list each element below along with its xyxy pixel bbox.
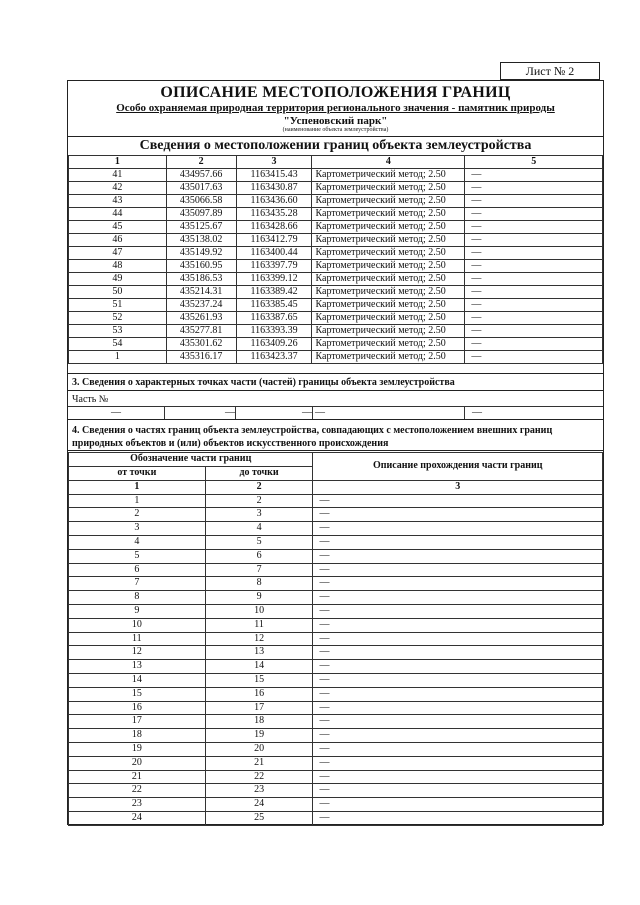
point-number: 48 (69, 260, 167, 273)
col-number: 1 (69, 480, 206, 494)
table-row (69, 604, 603, 618)
table-row (69, 286, 603, 299)
y-coordinate: 1163430.87 (236, 182, 312, 195)
table-row (69, 632, 603, 646)
segment-description: — (313, 591, 603, 605)
section-3-title: 3. Сведения о характерных точках части (частей) границы объекта землеустройства (68, 373, 603, 391)
point-number: 45 (69, 221, 167, 234)
segment-description: — (313, 673, 603, 687)
table-row (69, 234, 603, 247)
table-row (69, 784, 603, 798)
x-coordinate: 434957.66 (166, 169, 236, 182)
from-point: 13 (69, 660, 206, 674)
to-point: 6 (205, 549, 313, 563)
description-cell: — (465, 351, 603, 364)
table-row (69, 522, 603, 536)
description-cell: — (465, 195, 603, 208)
method-accuracy: Картометрический метод; 2.50 (312, 221, 465, 234)
point-number: 43 (69, 195, 167, 208)
x-coordinate: 435277.81 (166, 325, 236, 338)
from-point: 20 (69, 756, 206, 770)
description-cell: — (465, 338, 603, 351)
segment-description: — (313, 701, 603, 715)
col-header: 3 (236, 156, 312, 169)
from-point: 9 (69, 604, 206, 618)
point-number: 54 (69, 338, 167, 351)
method-accuracy: Картометрический метод; 2.50 (312, 338, 465, 351)
to-point: 23 (205, 784, 313, 798)
method-accuracy: Картометрический метод; 2.50 (312, 234, 465, 247)
segment-description: — (313, 729, 603, 743)
empty-dash: — (236, 407, 313, 419)
segment-description: — (313, 535, 603, 549)
section-3-empty-row (68, 407, 603, 420)
to-point: 7 (205, 563, 313, 577)
y-coordinate: 1163423.37 (236, 351, 312, 364)
segment-description: — (313, 549, 603, 563)
description-cell: — (465, 273, 603, 286)
y-coordinate: 1163435.28 (236, 208, 312, 221)
to-point: 24 (205, 798, 313, 812)
x-coordinate: 435125.67 (166, 221, 236, 234)
point-number: 47 (69, 247, 167, 260)
point-number: 44 (69, 208, 167, 221)
boundary-group-header: Обозначение части границ (69, 453, 313, 467)
y-coordinate: 1163400.44 (236, 247, 312, 260)
to-point: 16 (205, 687, 313, 701)
segment-description: — (313, 563, 603, 577)
x-coordinate: 435066.58 (166, 195, 236, 208)
from-point: 19 (69, 742, 206, 756)
from-point: 8 (69, 591, 206, 605)
table-row (69, 494, 603, 508)
table-row (69, 260, 603, 273)
empty-dash: — (313, 407, 465, 419)
segment-description: — (313, 770, 603, 784)
method-accuracy: Картометрический метод; 2.50 (312, 169, 465, 182)
table-row (69, 742, 603, 756)
table-row (69, 247, 603, 260)
segment-description: — (313, 715, 603, 729)
method-accuracy: Картометрический метод; 2.50 (312, 195, 465, 208)
section-2-title: Сведения о местоположении границ объекта землеустройства (68, 136, 603, 156)
to-point: 15 (205, 673, 313, 687)
col-header: 1 (69, 156, 167, 169)
x-coordinate: 435301.62 (166, 338, 236, 351)
table-row (69, 508, 603, 522)
col-header: 2 (166, 156, 236, 169)
to-point: 21 (205, 756, 313, 770)
section-4-title: 4. Сведения о частях границ объекта землеустройства, совпадающих с местоположением внешних границ природных объектов и (или) объектов искусственного происхождения (68, 421, 603, 451)
to-point: 25 (205, 811, 313, 825)
method-accuracy: Картометрический метод; 2.50 (312, 273, 465, 286)
from-point: 3 (69, 522, 206, 536)
from-point: 4 (69, 535, 206, 549)
description-header: Описание прохождения части границ (313, 453, 603, 481)
from-point: 15 (69, 687, 206, 701)
empty-dash: — (165, 407, 236, 419)
boundary-points-table (68, 155, 603, 364)
empty-dash: — (472, 407, 482, 418)
segment-description: — (313, 604, 603, 618)
to-point: 22 (205, 770, 313, 784)
to-point: 4 (205, 522, 313, 536)
from-point: 7 (69, 577, 206, 591)
segment-description: — (313, 494, 603, 508)
from-point: 16 (69, 701, 206, 715)
y-coordinate: 1163436.60 (236, 195, 312, 208)
y-coordinate: 1163412.79 (236, 234, 312, 247)
table-row (69, 549, 603, 563)
x-coordinate: 435149.92 (166, 247, 236, 260)
table-row (69, 273, 603, 286)
table-row (69, 221, 603, 234)
x-coordinate: 435261.93 (166, 312, 236, 325)
segment-description: — (313, 577, 603, 591)
segment-description: — (313, 646, 603, 660)
sheet-number: Лист № 2 (500, 62, 600, 80)
from-point: 22 (69, 784, 206, 798)
table-row (69, 325, 603, 338)
table-row (69, 169, 603, 182)
table-row (69, 351, 603, 364)
from-point: 11 (69, 632, 206, 646)
table-row (69, 618, 603, 632)
from-point: 5 (69, 549, 206, 563)
segment-description: — (313, 618, 603, 632)
segment-description: — (313, 508, 603, 522)
description-cell: — (465, 234, 603, 247)
description-cell: — (465, 247, 603, 260)
table-row (69, 577, 603, 591)
x-coordinate: 435186.53 (166, 273, 236, 286)
object-name-caption: (наименование объекта землеустройства) (282, 127, 389, 133)
table-row (69, 811, 603, 825)
description-cell: — (465, 208, 603, 221)
point-number: 41 (69, 169, 167, 182)
x-coordinate: 435017.63 (166, 182, 236, 195)
segment-description: — (313, 756, 603, 770)
point-number: 42 (69, 182, 167, 195)
table-row (69, 687, 603, 701)
point-number: 50 (69, 286, 167, 299)
table-row (69, 729, 603, 743)
x-coordinate: 435097.89 (166, 208, 236, 221)
method-accuracy: Картометрический метод; 2.50 (312, 351, 465, 364)
x-coordinate: 435138.02 (166, 234, 236, 247)
col-number: 3 (313, 480, 603, 494)
to-point: 9 (205, 591, 313, 605)
segment-description: — (313, 784, 603, 798)
to-point: 8 (205, 577, 313, 591)
to-point: 19 (205, 729, 313, 743)
table-row (69, 563, 603, 577)
y-coordinate: 1163385.45 (236, 299, 312, 312)
table-row (69, 195, 603, 208)
point-number: 1 (69, 351, 167, 364)
col-header: 4 (312, 156, 465, 169)
table-row (69, 798, 603, 812)
table-row (69, 660, 603, 674)
description-cell: — (465, 286, 603, 299)
method-accuracy: Картометрический метод; 2.50 (312, 325, 465, 338)
to-point: 18 (205, 715, 313, 729)
point-number: 52 (69, 312, 167, 325)
y-coordinate: 1163399.12 (236, 273, 312, 286)
y-coordinate: 1163409.26 (236, 338, 312, 351)
from-point: 1 (69, 494, 206, 508)
col-number: 2 (205, 480, 313, 494)
method-accuracy: Картометрический метод; 2.50 (312, 286, 465, 299)
description-cell: — (465, 312, 603, 325)
to-point: 11 (205, 618, 313, 632)
from-point: 18 (69, 729, 206, 743)
x-coordinate: 435214.31 (166, 286, 236, 299)
document-title: ОПИСАНИЕ МЕСТОПОЛОЖЕНИЯ ГРАНИЦ (160, 84, 511, 101)
y-coordinate: 1163428.66 (236, 221, 312, 234)
y-coordinate: 1163415.43 (236, 169, 312, 182)
to-point: 10 (205, 604, 313, 618)
from-point: 6 (69, 563, 206, 577)
method-accuracy: Картометрический метод; 2.50 (312, 299, 465, 312)
table-header-row (69, 156, 603, 169)
table-row (69, 770, 603, 784)
segment-description: — (313, 660, 603, 674)
from-point: 10 (69, 618, 206, 632)
natural-boundaries-table (68, 452, 603, 826)
segment-description: — (313, 742, 603, 756)
from-point: 14 (69, 673, 206, 687)
method-accuracy: Картометрический метод; 2.50 (312, 208, 465, 221)
method-accuracy: Картометрический метод; 2.50 (312, 260, 465, 273)
segment-description: — (313, 522, 603, 536)
territory-subtitle: Особо охраняемая природная территория регионального значения - памятник природы (116, 102, 555, 114)
from-point: 21 (69, 770, 206, 784)
segment-description: — (313, 687, 603, 701)
y-coordinate: 1163393.39 (236, 325, 312, 338)
part-number-label: Часть № (68, 393, 603, 407)
point-number: 51 (69, 299, 167, 312)
to-point: 20 (205, 742, 313, 756)
description-cell: — (465, 182, 603, 195)
from-point: 23 (69, 798, 206, 812)
empty-dash: — (68, 407, 165, 419)
table-row (69, 299, 603, 312)
method-accuracy: Картометрический метод; 2.50 (312, 312, 465, 325)
table-row (69, 182, 603, 195)
x-coordinate: 435160.95 (166, 260, 236, 273)
table-row (69, 673, 603, 687)
table-row (69, 715, 603, 729)
point-number: 46 (69, 234, 167, 247)
col-header: 5 (465, 156, 603, 169)
object-name: "Успеновский парк" (283, 115, 388, 127)
table-row (69, 535, 603, 549)
to-point-header: до точки (205, 467, 313, 481)
table-row (69, 701, 603, 715)
description-cell: — (465, 260, 603, 273)
to-point: 2 (205, 494, 313, 508)
boundary-description-form (67, 80, 604, 825)
y-coordinate: 1163397.79 (236, 260, 312, 273)
y-coordinate: 1163387.65 (236, 312, 312, 325)
segment-description: — (313, 811, 603, 825)
table-row (69, 646, 603, 660)
segment-description: — (313, 632, 603, 646)
table-row (69, 312, 603, 325)
from-point: 12 (69, 646, 206, 660)
from-point: 2 (69, 508, 206, 522)
table-row (69, 756, 603, 770)
to-point: 3 (205, 508, 313, 522)
y-coordinate: 1163389.42 (236, 286, 312, 299)
table-row (69, 591, 603, 605)
description-cell: — (465, 325, 603, 338)
x-coordinate: 435237.24 (166, 299, 236, 312)
segment-description: — (313, 798, 603, 812)
from-point: 17 (69, 715, 206, 729)
to-point: 14 (205, 660, 313, 674)
to-point: 17 (205, 701, 313, 715)
x-coordinate: 435316.17 (166, 351, 236, 364)
from-point-header: от точки (69, 467, 206, 481)
to-point: 13 (205, 646, 313, 660)
method-accuracy: Картометрический метод; 2.50 (312, 247, 465, 260)
point-number: 49 (69, 273, 167, 286)
table-row (69, 208, 603, 221)
to-point: 12 (205, 632, 313, 646)
description-cell: — (465, 299, 603, 312)
table-row (69, 338, 603, 351)
description-cell: — (465, 221, 603, 234)
method-accuracy: Картометрический метод; 2.50 (312, 182, 465, 195)
from-point: 24 (69, 811, 206, 825)
description-cell: — (465, 169, 603, 182)
to-point: 5 (205, 535, 313, 549)
point-number: 53 (69, 325, 167, 338)
